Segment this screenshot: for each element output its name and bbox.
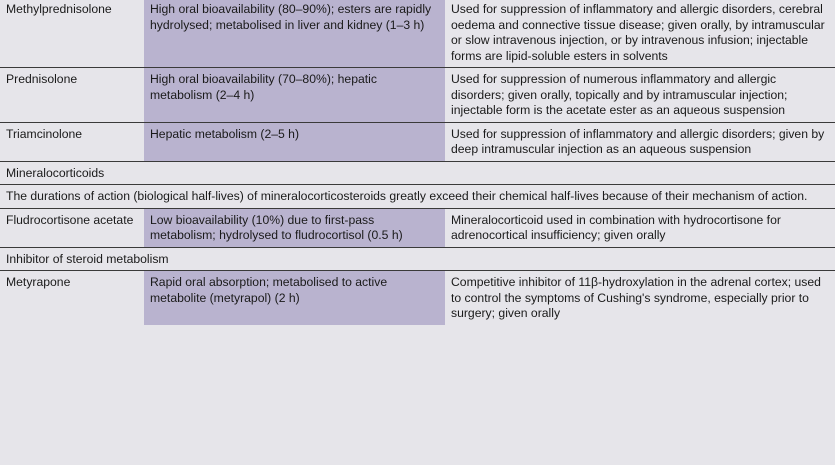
section-heading: Inhibitor of steroid metabolism <box>0 247 835 271</box>
pharmacokinetics-cell: Hepatic metabolism (2–5 h) <box>144 122 445 161</box>
use-cell: Used for suppression of inflammatory and allergic disorders, cerebral oedema and connective tissue disease; given orally, by intramuscular or slow intravenous injection, or by intravenous infusion; injectable forms are lipid-soluble esters in solvents <box>445 0 835 68</box>
pharmacokinetics-cell: Low bioavailability (10%) due to first-pass metabolism; hydrolysed to fludrocortisol (0.5 h) <box>144 208 445 247</box>
use-cell: Used for suppression of numerous inflammatory and allergic disorders; given orally, topically and by intramuscular injection; injectable form is the acetate ester as an aqueous suspension <box>445 68 835 123</box>
pharmacokinetics-cell: Rapid oral absorption; metabolised to active metabolite (metyrapol) (2 h) <box>144 271 445 325</box>
drug-name-cell: Prednisolone <box>0 68 144 123</box>
pharmacokinetics-cell: High oral bioavailability (70–80%); hepatic metabolism (2–4 h) <box>144 68 445 123</box>
table-row-fludrocortisone <box>0 208 835 247</box>
use-cell: Mineralocorticoid used in combination with hydrocortisone for adrenocortical insufficiency; given orally <box>445 208 835 247</box>
use-cell: Used for suppression of inflammatory and allergic disorders; given by deep intramuscular injection as an aqueous suspension <box>445 122 835 161</box>
drug-name-cell: Fludrocortisone acetate <box>0 208 144 247</box>
section-row-inhibitor <box>0 247 835 271</box>
drug-name-cell: Triamcinolone <box>0 122 144 161</box>
drug-name-cell: Methylprednisolone <box>0 0 144 68</box>
section-heading: Mineralocorticoids <box>0 161 835 185</box>
drug-name-cell: Metyrapone <box>0 271 144 325</box>
section-row-mineralocorticoids <box>0 161 835 185</box>
use-cell: Competitive inhibitor of 11β-hydroxylation in the adrenal cortex; used to control the symptoms of Cushing's syndrome, especially prior to surgery; given orally <box>445 271 835 325</box>
table-row-metyrapone <box>0 271 835 325</box>
note-row <box>0 185 835 209</box>
section-note: The durations of action (biological half-lives) of mineralocorticosteroids greatly exceed their chemical half-lives because of their mechanism of action. <box>0 185 835 209</box>
pharmacokinetics-cell: High oral bioavailability (80–90%); esters are rapidly hydrolysed; metabolised in liver and kidney (1–3 h) <box>144 0 445 68</box>
table-row-prednisolone <box>0 68 835 123</box>
table-row-methylprednisolone <box>0 0 835 68</box>
table-row-triamcinolone <box>0 122 835 161</box>
